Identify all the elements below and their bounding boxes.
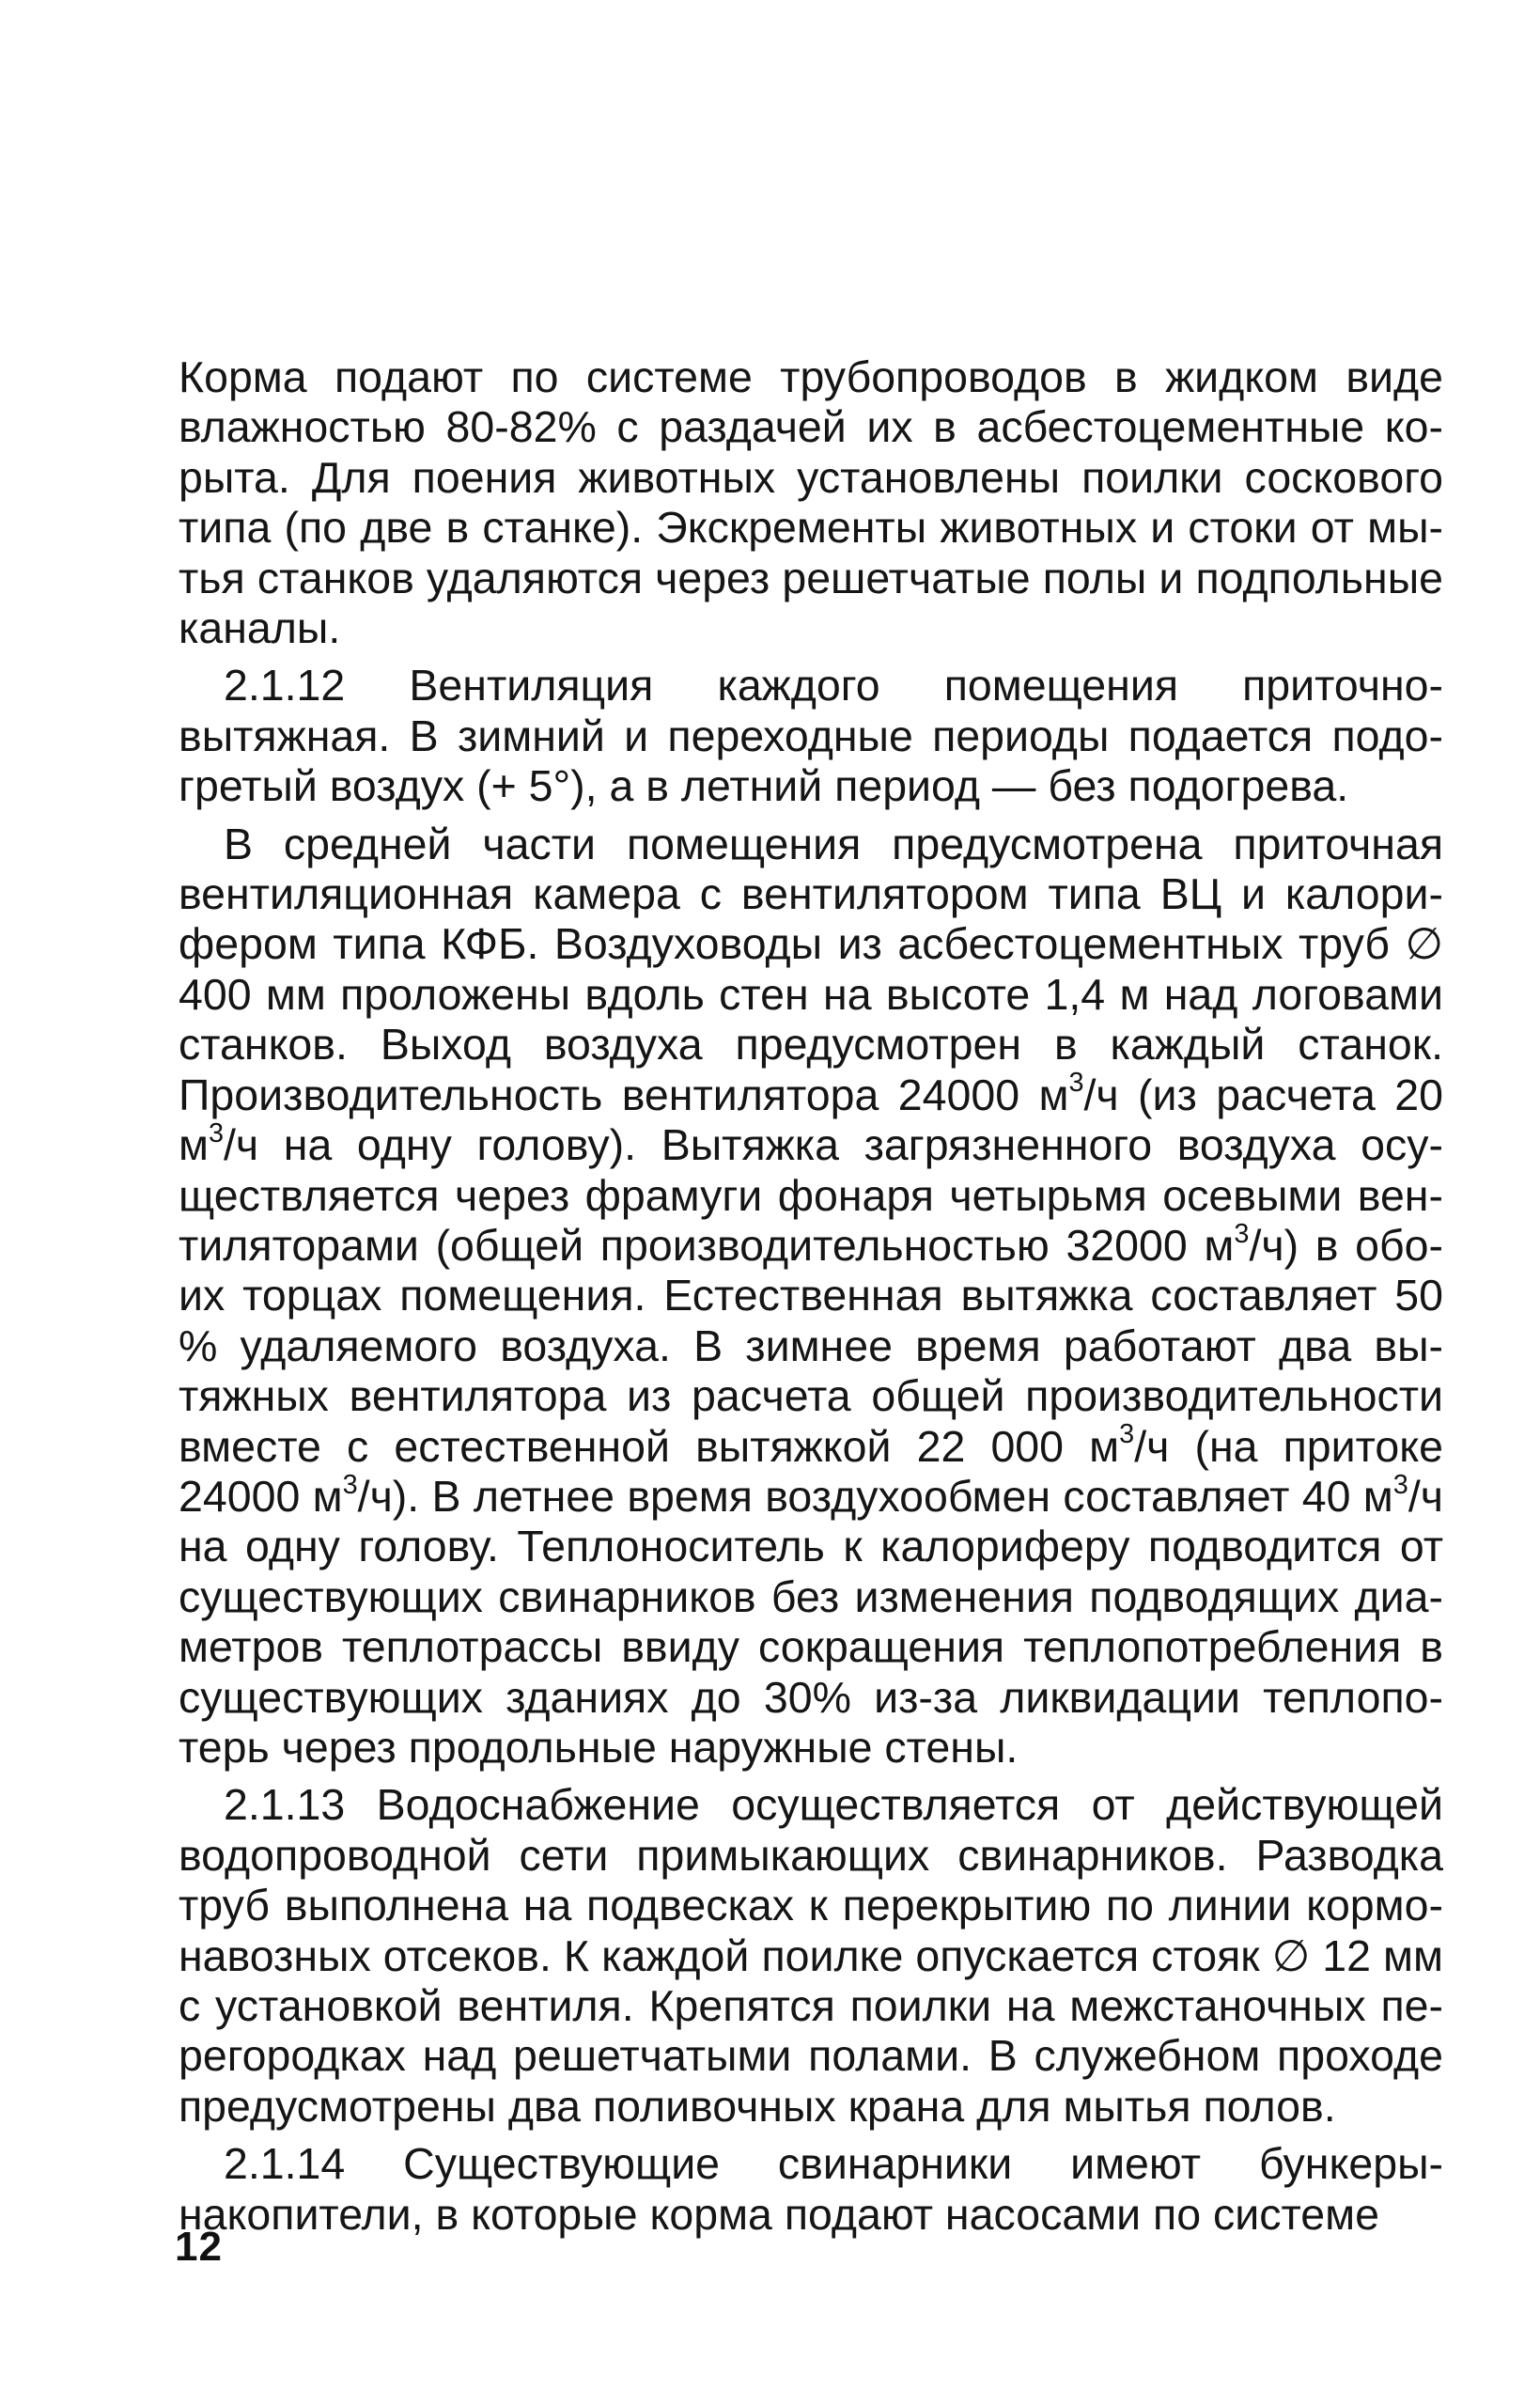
- superscript: 3: [208, 1117, 225, 1148]
- superscript: 3: [1234, 1218, 1250, 1249]
- page-number: 12: [175, 2224, 223, 2270]
- paragraph-text: /ч на одну голову. Теплоноситель к калориферу подводится от существующих свинарников без изменения подводящих диаметров теплотрассы ввиду сокращения теплопотребления в существующих зданиях до 30% из-за ликвидации теплопотерь через продольные наружные стены.: [179, 1471, 1443, 1772]
- paragraph-text: /ч (из расчета 20 м: [179, 1070, 1443, 1170]
- paragraph: [179, 352, 1443, 653]
- paragraph-text: /ч) в обоих торцах помещения. Естественная вытяжка составляет 50 % удаляемого воздуха. В зимнее время работают два вытяжных вентилятора из расчета общей производительности вместе с естественной вытяжкой 22 000 м: [179, 1220, 1444, 1471]
- paragraph: [179, 820, 1443, 1773]
- paragraph-text: /ч (на притоке 24000 м: [179, 1421, 1443, 1521]
- paragraph-text: 2.1.13 Водоснабжение осуществляется от действующей водопроводной сети примыкающих свинарников. Разводка труб выполнена на подвесках к перекрытию по линии кормонавозных отсеков. К каждой поилке опускается стояк ∅ 12 мм с установкой вентиля. Крепятся поилки на межстаночных перегородках над решетчатыми полами. В служебном проходе предусмотрены два поливочных крана для мытья полов.: [179, 1780, 1443, 2131]
- superscript: 3: [1068, 1068, 1084, 1099]
- paragraph-text: 2.1.12 Вентиляция каждого помещения приточно-вытяжная. В зимний и переходные периоды подается подогретый воздух (+ 5°), а в летний период — без подогрева.: [179, 661, 1443, 811]
- superscript: 3: [1392, 1469, 1408, 1500]
- superscript: 3: [342, 1469, 358, 1500]
- paragraph-text: /ч на одну голову). Вытяжка загрязненного воздуха осуществляется через фрамуги фонаря четырьмя осевыми вентиляторами (общей производительностью 32000 м: [179, 1120, 1443, 1270]
- paragraph: [179, 661, 1443, 811]
- paragraph: [179, 1780, 1443, 2132]
- paragraph-text: /ч). В летнее время воздухообмен составляет 40 м: [357, 1471, 1393, 1521]
- paragraph-text: В средней части помещения предусмотрена приточная вентиляционная камера с вентилятором типа ВЦ и калорифером типа КФБ. Воздуховоды из асбестоцементных труб ∅ 400 мм проложены вдоль стен на высоте 1,4 м над логовами станков. Выход воздуха предусмотрен в каждый станок. Производительность вентилятора 24000 м: [179, 819, 1443, 1119]
- body-text: [179, 352, 1443, 2240]
- paragraph-text: 2.1.14 Существующие свинарники имеют бункеры-накопители, в которые корма подают насосами по системе: [179, 2139, 1443, 2239]
- superscript: 3: [1119, 1419, 1135, 1450]
- paragraph: [179, 2139, 1443, 2240]
- paragraph-text: Корма подают по системе трубопроводов в жидком виде влажностью 80-82% с раздачей их в асбестоцементные корыта. Для поения животных установлены поилки соскового типа (по две в станке). Экскременты животных и стоки от мытья станков удаляются через решетчатые полы и подпольные каналы.: [179, 352, 1443, 653]
